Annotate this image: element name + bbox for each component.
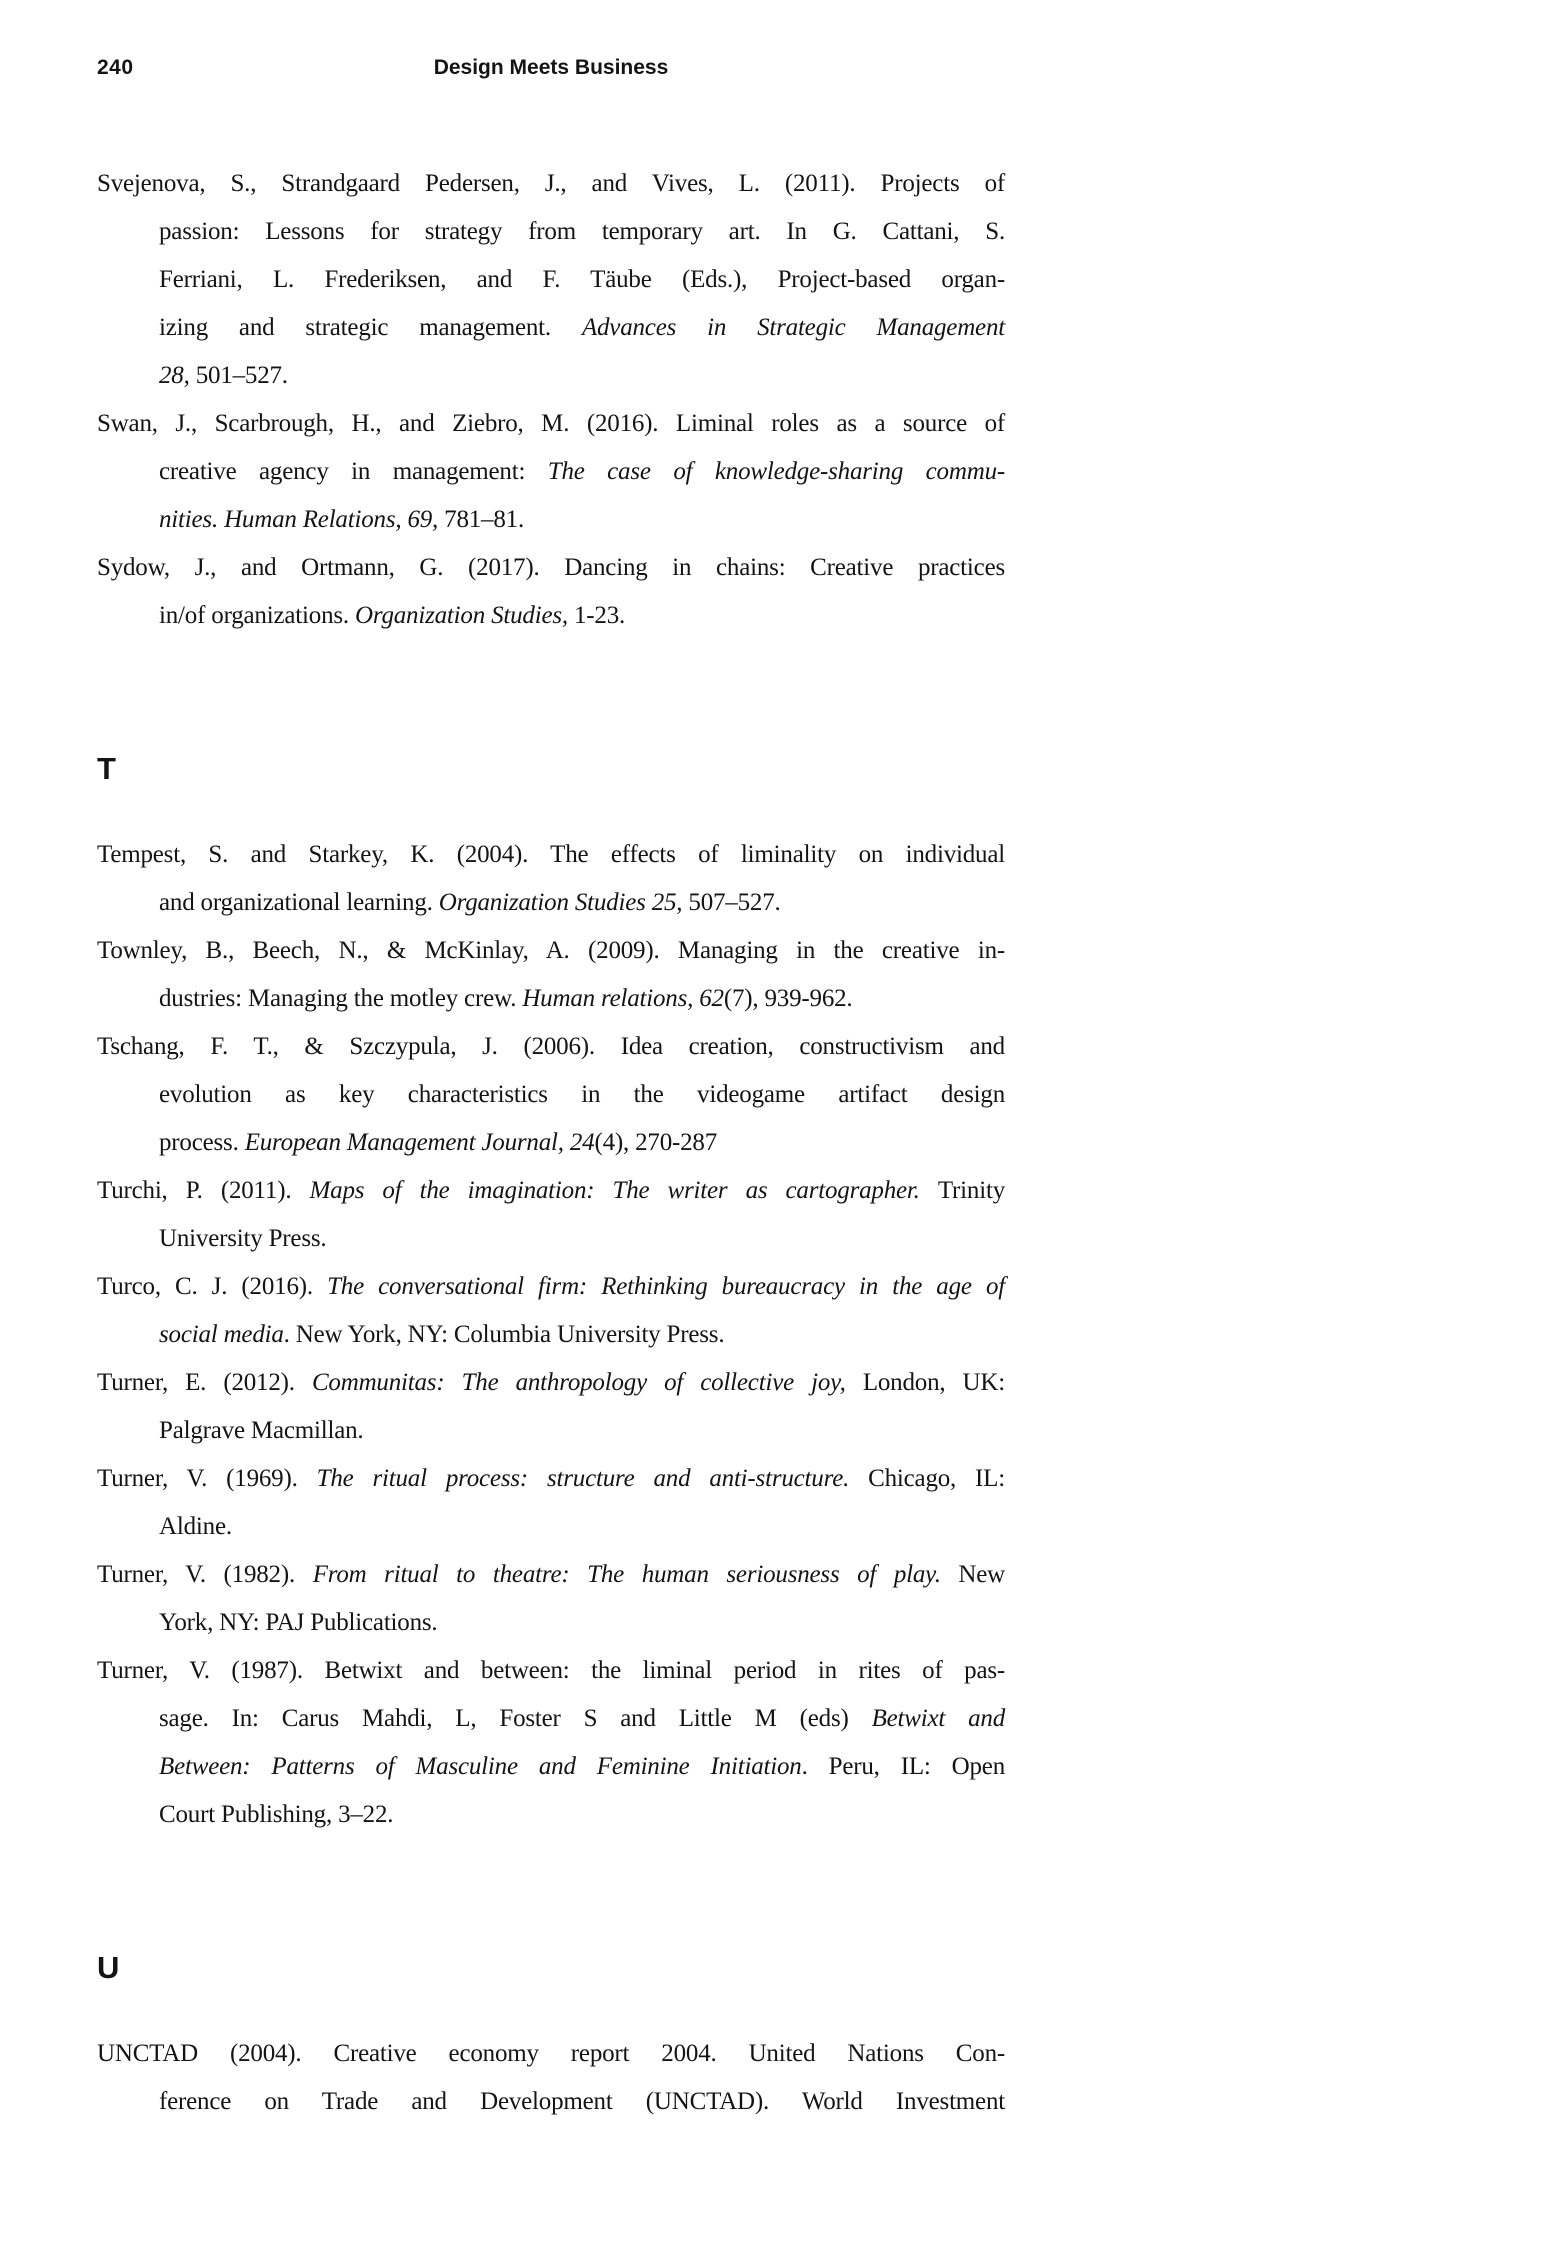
reference-text: (7), 939-962. [723, 985, 853, 1012]
reference-text-italic: Organization Studies, [355, 602, 574, 629]
reference-text: New [958, 1561, 1006, 1588]
reference-entry [97, 1647, 1005, 1839]
reference-entry [97, 160, 1005, 400]
reference-line [97, 1503, 1005, 1551]
reference-line [97, 1791, 1005, 1839]
reference-text: Townley, B., Beech, N., & McKinlay, A. (2009). Managing in the creative in- [97, 937, 1005, 964]
reference-line [97, 2078, 1005, 2126]
reference-line [97, 1455, 1005, 1503]
reference-entry [97, 1359, 1005, 1455]
reference-text-italic: Communitas: The anthropology of collective joy, [311, 1369, 863, 1396]
reference-entry [97, 2030, 1005, 2126]
reference-text-italic: The case of knowledge-sharing commu- [547, 458, 1005, 485]
reference-text: Turchi, P. (2011). [97, 1177, 310, 1204]
reference-text: dustries: Managing the motley crew. [159, 985, 523, 1012]
reference-text: (4), 270-287 [594, 1129, 718, 1156]
reference-entry [97, 1167, 1005, 1263]
reference-entry [97, 1023, 1005, 1167]
reference-text-italic: Maps of the imagination: The writer as cartographer. [309, 1177, 938, 1204]
reference-line [97, 496, 1005, 544]
reference-text: Tschang, F. T., & Szczypula, J. (2006). Idea creation, constructivism and [97, 1033, 1005, 1060]
reference-line [97, 1551, 1005, 1599]
reference-line [97, 448, 1005, 496]
reference-line [97, 352, 1005, 400]
reference-text-italic: Between: Patterns of Masculine and Feminine Initiation [159, 1753, 802, 1780]
reference-text-italic: Human relations, 62 [522, 985, 724, 1012]
reference-text-italic: The conversational firm: Rethinking bureaucracy in the age of [327, 1273, 1005, 1300]
reference-text-italic: European Management Journal, 24 [244, 1129, 595, 1156]
page-number: 240 [97, 56, 134, 79]
reference-text: evolution as key characteristics in the videogame artifact design [159, 1081, 1005, 1108]
reference-text: 1-23. [574, 602, 626, 629]
reference-text: Turner, E. (2012). [97, 1369, 312, 1396]
reference-line [97, 1167, 1005, 1215]
reference-line [97, 304, 1005, 352]
reference-line [97, 1359, 1005, 1407]
reference-line [97, 592, 1005, 640]
reference-text: process. [159, 1129, 245, 1156]
reference-text-italic: 28, [159, 362, 196, 389]
reference-entry [97, 1263, 1005, 1359]
reference-text: . Peru, IL: Open [801, 1753, 1005, 1780]
reference-text: York, NY: PAJ Publications. [159, 1609, 438, 1636]
reference-text: 507–527. [688, 889, 781, 916]
reference-text: Aldine. [159, 1513, 232, 1540]
reference-line [97, 1599, 1005, 1647]
reference-text: Svejenova, S., Strandgaard Pedersen, J., and Vives, L. (2011). Projects of [97, 170, 1005, 197]
reference-line [97, 1215, 1005, 1263]
reference-text: 501–527. [195, 362, 288, 389]
reference-line [97, 879, 1005, 927]
reference-text: and organizational learning. [159, 889, 439, 916]
page-header [97, 56, 1005, 86]
reference-text-italic: nities. Human Relations, 69, [159, 506, 445, 533]
reference-text-italic: Advances in Strategic Management [581, 314, 1005, 341]
reference-text: creative agency in management: [159, 458, 548, 485]
reference-text: Palgrave Macmillan. [159, 1417, 364, 1444]
reference-text-italic: social media [159, 1321, 284, 1348]
reference-entry [97, 927, 1005, 1023]
reference-text: Turner, V. (1969). [97, 1465, 317, 1492]
reference-text: Swan, J., Scarbrough, H., and Ziebro, M. (2016). Liminal roles as a source of [97, 410, 1005, 437]
reference-text: Sydow, J., and Ortmann, G. (2017). Dancing in chains: Creative practices [97, 554, 1005, 581]
reference-text: in/of organizations. [159, 602, 355, 629]
reference-text: Trinity [937, 1177, 1005, 1204]
reference-line [97, 256, 1005, 304]
reference-line [97, 2030, 1005, 2078]
reference-text: Chicago, IL: [868, 1465, 1005, 1492]
reference-text: . New York, NY: Columbia University Press. [283, 1321, 725, 1348]
section-heading: T [97, 751, 116, 786]
reference-line [97, 1119, 1005, 1167]
reference-text-italic: Betwixt and [871, 1705, 1005, 1732]
reference-text: 781–81. [444, 506, 525, 533]
reference-line [97, 927, 1005, 975]
reference-text: ference on Trade and Development (UNCTAD). World Investment [159, 2088, 1005, 2115]
reference-line [97, 208, 1005, 256]
reference-text: Turner, V. (1987). Betwixt and between: the liminal period in rites of pas- [97, 1657, 1005, 1684]
bibliography [97, 160, 1005, 2126]
reference-line [97, 1071, 1005, 1119]
reference-text: Tempest, S. and Starkey, K. (2004). The effects of liminality on individual [97, 841, 1005, 868]
reference-text-italic: From ritual to theatre: The human seriousness of play. [312, 1561, 959, 1588]
reference-text: Ferriani, L. Frederiksen, and F. Täube (Eds.), Project-based organ- [159, 266, 1005, 293]
reference-text: Court Publishing, 3–22. [159, 1801, 394, 1828]
reference-text: sage. In: Carus Mahdi, L, Foster S and Little M (eds) [159, 1705, 872, 1732]
reference-text: passion: Lessons for strategy from temporary art. In G. Cattani, S. [159, 218, 1005, 245]
reference-line [97, 1311, 1005, 1359]
reference-text-italic: The ritual process: structure and anti-structure. [316, 1465, 869, 1492]
reference-text-italic: Organization Studies 25, [438, 889, 689, 916]
reference-line [97, 831, 1005, 879]
reference-text: izing and strategic management. [159, 314, 582, 341]
reference-line [97, 160, 1005, 208]
reference-text: London, UK: [862, 1369, 1005, 1396]
reference-line [97, 1407, 1005, 1455]
reference-entry [97, 400, 1005, 544]
reference-line [97, 1023, 1005, 1071]
reference-line [97, 975, 1005, 1023]
reference-entry [97, 1455, 1005, 1551]
reference-line [97, 544, 1005, 592]
running-title: Design Meets Business [433, 56, 669, 79]
reference-line [97, 400, 1005, 448]
reference-line [97, 1647, 1005, 1695]
reference-text: University Press. [159, 1225, 327, 1252]
section-heading: U [97, 1950, 120, 1985]
reference-entry [97, 831, 1005, 927]
reference-text: Turco, C. J. (2016). [97, 1273, 328, 1300]
reference-line [97, 1743, 1005, 1791]
reference-text: Turner, V. (1982). [97, 1561, 313, 1588]
reference-text: UNCTAD (2004). Creative economy report 2004. United Nations Con- [97, 2040, 1005, 2067]
reference-line [97, 1263, 1005, 1311]
reference-entry [97, 1551, 1005, 1647]
reference-line [97, 1695, 1005, 1743]
reference-entry [97, 544, 1005, 640]
